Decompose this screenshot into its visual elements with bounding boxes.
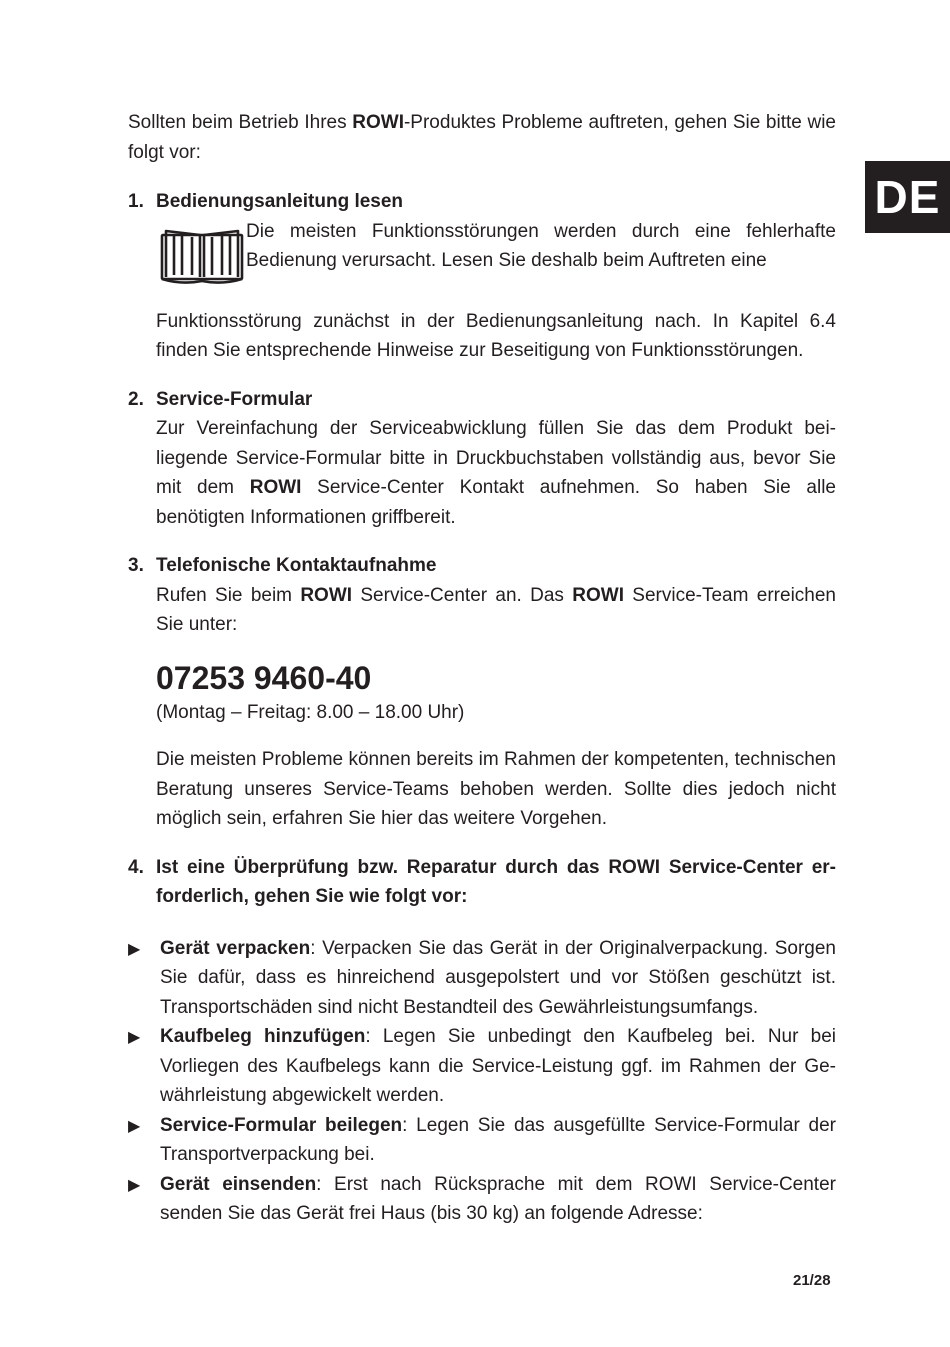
service-hours: (Montag – Freitag: 8.00 – 18.00 Uhr) [156,701,465,723]
list-item: ▶ Gerät einsenden: Erst nach Rücksprache mit dem ROWI Service-Center senden Sie das Gerät frei Haus (bis 30 kg) an folgende Adresse: [128,1170,836,1229]
brand-name: ROWI [249,477,302,498]
page-number: 21/28 [793,1272,831,1289]
step-text-continued: Funktionsstörung zunächst in der Bedienungsanleitung nach. In Kapitel 6.4 finden Sie entsprechende Hinweise zur Beseitigung von Funktionsstörungen. [156,310,836,361]
triangle-bullet-icon: ▶ [128,1029,141,1046]
language-tab: DE [865,161,950,233]
item-label: Kaufbeleg hinzufügen [160,1026,366,1047]
step-title: Ist eine Überprüfung bzw. Reparatur durch das ROWI Service-Center erforderlich, gehen Sie wie folgt vor: [156,856,836,907]
step-4-heading: 4. Ist eine Überprüfung bzw. Reparatur durch das ROWI Service-Center erforderlich, gehen Sie wie folgt vor: [128,853,836,912]
step-1 [128,187,836,366]
triangle-bullet-icon: ▶ [128,1117,141,1135]
step-heading: 1. Bedienungsanleitung lesen [128,187,836,217]
list-item: ▶ Service-Formular beilegen: Legen Sie das ausgefüllte Service-Formular der Transportverpackung bei. [128,1111,836,1170]
brand-name: ROWI [352,112,404,133]
step-2 [128,385,836,533]
intro-paragraph: Sollten beim Betrieb Ihres ROWI-Produktes Probleme auftreten, gehen Sie bitte wie folgt vor: [128,112,836,163]
item-label: Service-Formular beilegen [160,1114,403,1136]
item-label: Gerät verpacken [160,937,311,959]
triangle-bullet-icon: ▶ [128,1176,141,1194]
step-text: Die meisten Funktionsstörungen werden durch eine fehlerhafte Bedienung verursacht. Lesen Sie deshalb beim Auftreten eine [246,220,836,271]
step-title: Telefonische Kontaktaufnahme [156,555,437,576]
brand-name: ROWI [572,584,624,606]
step-note: Die meisten Probleme können bereits im Rahmen der kompetenten, technischen Beratung unseres Service-Teams behoben werden. Sollte dies jedoch nicht möglich sein, erfahren Sie hier das weitere Vorgehen. [156,749,836,829]
instruction-list [128,934,836,1229]
triangle-bullet-icon: ▶ [128,940,141,958]
phone-number: 07253 9460-40 [156,659,372,696]
page-content [128,108,836,1229]
step-heading: 3. Telefonische Kontaktaufnahme [128,551,836,581]
book-icon [158,225,246,287]
item-label: Gerät einsenden [160,1173,317,1195]
step-title: Service-Formular [156,388,313,410]
step-heading: 2. Service-Formular [128,385,836,415]
list-item: ▶ Kaufbeleg hinzufügen: Legen Sie unbedingt den Kaufbeleg bei. Nur bei Vorliegen des Kaufbelegs kann die Service-Leistung ggf. im Rahmen der Gewährleistung abgewickelt werden. [128,1022,836,1111]
step-text: Zur Vereinfachung der Serviceabwicklung füllen Sie das dem Produkt beiliegende Service-Formular bitte in Druckbuchstaben vollständig aus, bevor Sie mit dem ROWI Service-Center Kontakt aufnehmen. So haben Sie alle benötigten Informationen griffbereit. [156,418,836,528]
step-text: Rufen Sie beim ROWI Service-Center an. Das ROWI Service-Team erreichen Sie unter: [156,584,836,635]
list-item: ▶ Gerät verpacken: Verpacken Sie das Gerät in der Originalverpackung. Sorgen Sie dafür, dass es hinreichend ausgepolstert und vor Stößen geschützt ist. Transportschäden sind nicht Bestandteil des Gewährleistungsumfangs. [128,934,836,1023]
step-3 [128,551,836,834]
step-title: Bedienungsanleitung lesen [156,191,404,212]
brand-name: ROWI [300,584,353,606]
